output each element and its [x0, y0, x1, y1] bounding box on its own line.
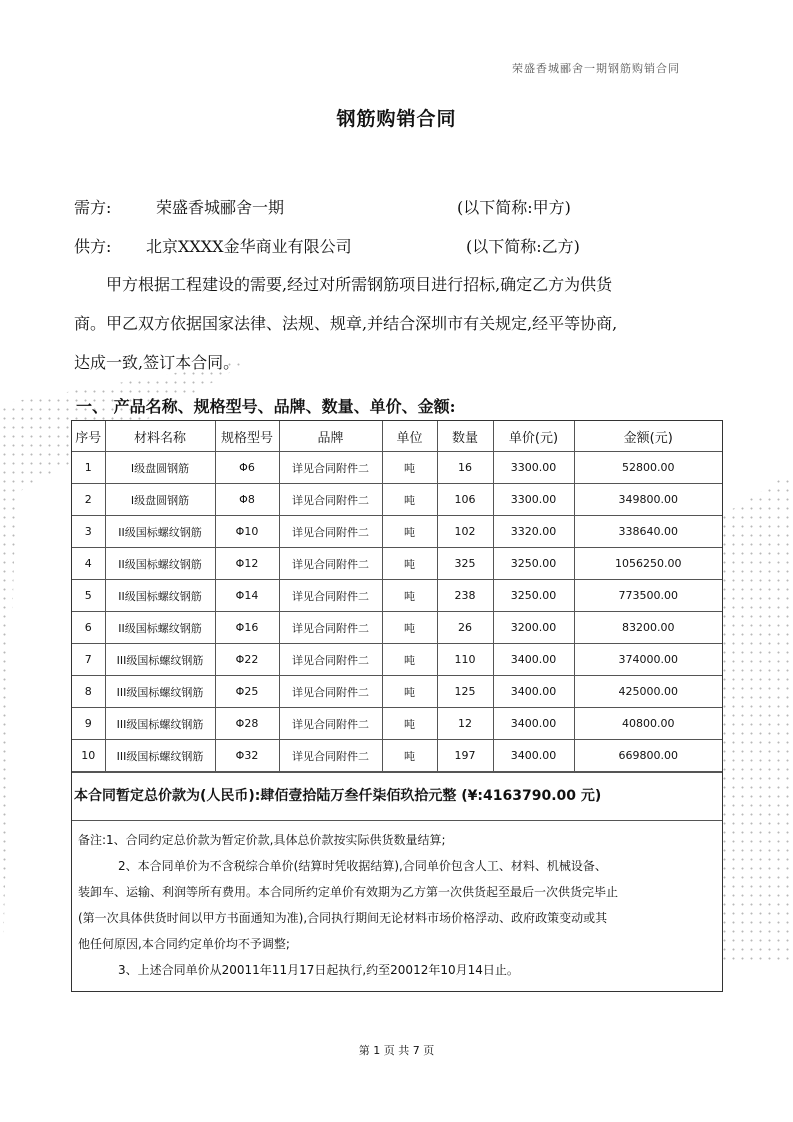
note-line: 他任何原因,本合同约定单价均不予调整;: [78, 937, 290, 951]
table-cell: 197: [437, 740, 493, 772]
table-cell: 3400.00: [493, 708, 574, 740]
table-cell: 详见合同附件二: [279, 612, 382, 644]
table-cell: 325: [437, 548, 493, 580]
table-cell: 吨: [382, 548, 437, 580]
table-cell: 吨: [382, 580, 437, 612]
header-cell: 品牌: [279, 421, 382, 452]
table-cell: 吨: [382, 740, 437, 772]
table-cell: Φ14: [215, 580, 279, 612]
table-cell: 3400.00: [493, 740, 574, 772]
table-cell: 83200.00: [574, 612, 722, 644]
supplier-name: 北京XXXX金华商业有限公司: [146, 237, 352, 256]
note-line: 装卸车、运输、利润等所有费用。本合同所约定单价有效期为乙方第一次供货起至最后一次供货完毕止: [78, 885, 619, 899]
contract-table-frame: [71, 420, 723, 992]
table-cell: 1056250.00: [574, 548, 722, 580]
table-cell: 详见合同附件二: [279, 548, 382, 580]
buyer-label: 需方:: [74, 198, 112, 217]
header-cell: 单位: [382, 421, 437, 452]
table-cell: III级国标螺纹钢筋: [105, 676, 215, 708]
table-cell: 详见合同附件二: [279, 644, 382, 676]
table-cell: III级国标螺纹钢筋: [105, 740, 215, 772]
table-cell: 4: [72, 548, 105, 580]
table-cell: 110: [437, 644, 493, 676]
product-table: [72, 421, 722, 772]
table-cell: 详见合同附件二: [279, 484, 382, 516]
table-cell: 3400.00: [493, 644, 574, 676]
table-row: [72, 708, 722, 740]
table-cell: 5: [72, 580, 105, 612]
table-cell: 773500.00: [574, 580, 722, 612]
supplier-label: 供方:: [74, 237, 112, 256]
table-cell: 3200.00: [493, 612, 574, 644]
table-cell: 374000.00: [574, 644, 722, 676]
table-cell: Φ8: [215, 484, 279, 516]
table-cell: 详见合同附件二: [279, 516, 382, 548]
header-cell: 材料名称: [105, 421, 215, 452]
section-heading: 一、 产品名称、规格型号、品牌、数量、单价、金额:: [76, 397, 456, 416]
table-cell: Φ10: [215, 516, 279, 548]
table-cell: II级国标螺纹钢筋: [105, 580, 215, 612]
header-cell: 规格型号: [215, 421, 279, 452]
table-cell: 349800.00: [574, 484, 722, 516]
table-cell: 3250.00: [493, 580, 574, 612]
table-cell: 吨: [382, 612, 437, 644]
table-cell: 3: [72, 516, 105, 548]
table-cell: 102: [437, 516, 493, 548]
header-cell: 序号: [72, 421, 105, 452]
table-cell: 7: [72, 644, 105, 676]
table-cell: 吨: [382, 644, 437, 676]
table-cell: 3400.00: [493, 676, 574, 708]
intro-line-1: 甲方根据工程建设的需要,经过对所需钢筋项目进行招标,确定乙方为供货: [106, 275, 613, 294]
table-cell: 吨: [382, 452, 437, 484]
table-cell: 吨: [382, 516, 437, 548]
table-cell: 2: [72, 484, 105, 516]
page-title: 钢筋购销合同: [336, 108, 457, 130]
table-cell: III级国标螺纹钢筋: [105, 708, 215, 740]
table-cell: 10: [72, 740, 105, 772]
table-cell: Φ22: [215, 644, 279, 676]
table-cell: 26: [437, 612, 493, 644]
table-cell: II级国标螺纹钢筋: [105, 516, 215, 548]
table-cell: 338640.00: [574, 516, 722, 548]
notes-block: [72, 820, 722, 991]
header-cell: 金额(元): [574, 421, 722, 452]
note-line: 2、本合同单价为不含税综合单价(结算时凭收据结算),合同单价包含人工、材料、机械设备、: [118, 859, 607, 873]
table-row: [72, 452, 722, 484]
table-cell: 40800.00: [574, 708, 722, 740]
table-cell: 3320.00: [493, 516, 574, 548]
running-header: 荣盛香城郦舍一期钢筋购销合同: [512, 62, 680, 75]
supplier-alias: (以下简称:乙方): [466, 237, 580, 256]
table-cell: 9: [72, 708, 105, 740]
table-cell: 3250.00: [493, 548, 574, 580]
table-cell: Φ25: [215, 676, 279, 708]
table-cell: 52800.00: [574, 452, 722, 484]
table-cell: 3300.00: [493, 484, 574, 516]
header-cell: 数量: [437, 421, 493, 452]
table-row: [72, 516, 722, 548]
table-cell: Φ32: [215, 740, 279, 772]
table-cell: 详见合同附件二: [279, 452, 382, 484]
table-cell: 详见合同附件二: [279, 708, 382, 740]
table-cell: 238: [437, 580, 493, 612]
table-row: [72, 612, 722, 644]
table-cell: 669800.00: [574, 740, 722, 772]
table-cell: 16: [437, 452, 493, 484]
note-line: 备注:1、合同约定总价款为暂定价款,具体总价款按实际供货数量结算;: [78, 833, 446, 847]
table-body: [72, 452, 722, 772]
table-row: [72, 644, 722, 676]
table-cell: 1: [72, 452, 105, 484]
table-cell: 6: [72, 612, 105, 644]
note-line: 3、上述合同单价从20011年11月17日起执行,约至20012年10月14日止。: [118, 963, 519, 977]
buyer-alias: (以下简称:甲方): [457, 198, 571, 217]
table-cell: 125: [437, 676, 493, 708]
table-cell: 106: [437, 484, 493, 516]
table-row: [72, 580, 722, 612]
page-number: 第 1 页 共 7 页: [358, 1044, 435, 1057]
table-cell: 详见合同附件二: [279, 740, 382, 772]
table-cell: 吨: [382, 484, 437, 516]
table-row: [72, 676, 722, 708]
intro-line-2: 商。甲乙双方依据国家法律、法规、规章,并结合深圳市有关规定,经平等协商,: [74, 314, 618, 333]
table-row: [72, 740, 722, 772]
table-cell: 详见合同附件二: [279, 676, 382, 708]
table-cell: Φ28: [215, 708, 279, 740]
table-cell: Φ6: [215, 452, 279, 484]
intro-line-3: 达成一致,签订本合同。: [74, 353, 240, 372]
table-cell: 3300.00: [493, 452, 574, 484]
table-cell: 8: [72, 676, 105, 708]
header-cell: 单价(元): [493, 421, 574, 452]
table-cell: III级国标螺纹钢筋: [105, 644, 215, 676]
table-cell: 12: [437, 708, 493, 740]
table-cell: II级国标螺纹钢筋: [105, 548, 215, 580]
table-cell: Φ16: [215, 612, 279, 644]
table-cell: 吨: [382, 676, 437, 708]
table-cell: 吨: [382, 708, 437, 740]
table-header-row: [72, 421, 722, 452]
table-cell: II级国标螺纹钢筋: [105, 612, 215, 644]
table-cell: Φ12: [215, 548, 279, 580]
buyer-name: 荣盛香城郦舍一期: [156, 198, 285, 217]
table-cell: 详见合同附件二: [279, 580, 382, 612]
table-cell: I级盘圆钢筋: [105, 452, 215, 484]
table-row: [72, 548, 722, 580]
total-price: 本合同暂定总价款为(人民币):肆佰壹拾陆万叁仟柒佰玖拾元整 (¥:4163790.00 元): [72, 772, 722, 820]
table-cell: I级盘圆钢筋: [105, 484, 215, 516]
note-line: (第一次具体供货时间以甲方书面通知为准),合同执行期间无论材料市场价格浮动、政府政策变动或其: [78, 911, 608, 925]
table-cell: 425000.00: [574, 676, 722, 708]
table-row: [72, 484, 722, 516]
